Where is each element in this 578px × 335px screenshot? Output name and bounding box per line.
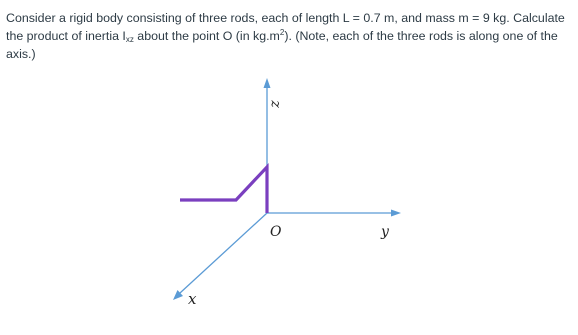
x-axis-label: x — [188, 290, 197, 308]
question-part1: Consider a rigid body consisting of three rods, each of length L = 0.7 m, and mass m = 9 kg. Calculate the product of inertia I — [6, 11, 565, 43]
unit-superscript: 2 — [279, 28, 285, 37]
z-axis-arrowhead — [264, 78, 271, 88]
z-axis-label: z — [267, 100, 283, 108]
x-axis — [180, 213, 267, 293]
y-axis-label: y — [381, 224, 389, 240]
origin-label: O — [270, 224, 282, 240]
question-part2: about the point O (in kg.m — [133, 29, 280, 43]
inertia-subscript: xz — [125, 35, 134, 44]
rigid-body-rods — [180, 167, 267, 213]
question-part3: ). (Note, each of the three rods is along one of the axis.) — [6, 29, 558, 61]
y-axis-arrowhead — [391, 210, 401, 217]
